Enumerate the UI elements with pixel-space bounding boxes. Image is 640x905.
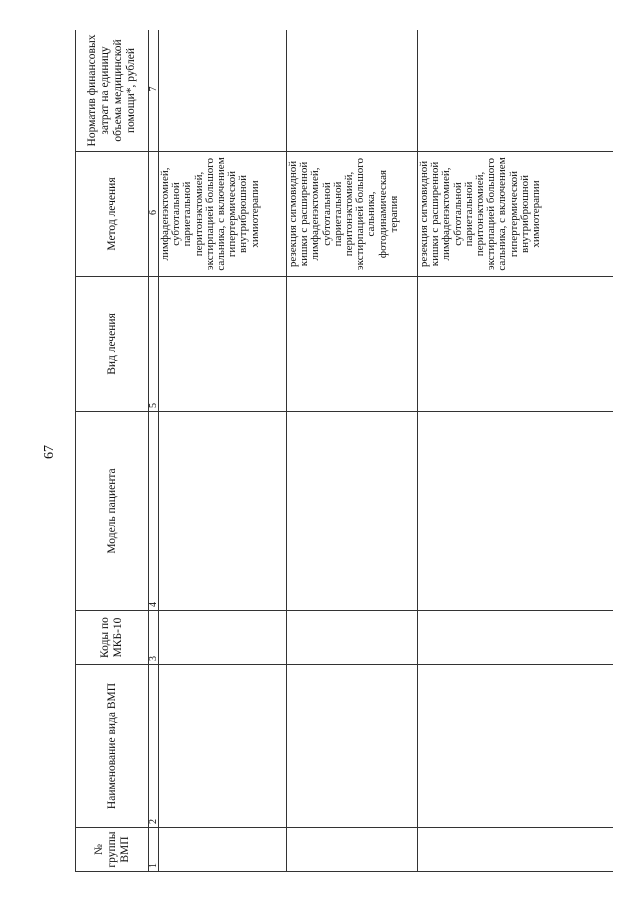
column-number: 4	[149, 412, 159, 611]
vmp-table	[75, 30, 613, 872]
rotated-table-frame	[75, 30, 613, 872]
column-number: 1	[149, 828, 159, 872]
table-row	[418, 30, 614, 872]
column-number: 2	[149, 665, 159, 828]
header-vmp-name: Наименование вида ВМП	[76, 665, 149, 828]
column-number: 6	[149, 152, 159, 277]
column-number: 7	[149, 30, 159, 152]
treatment-method-cell: резекция сигмовидной кишки с расширенной лимфаденэктомией, субтотальной париетальной перитонэктомией, экстирпацией большого сальника, с включением гипертермической внутрибрюшной химиотерапии	[418, 152, 614, 277]
table-row	[287, 30, 418, 872]
table-row	[159, 30, 287, 872]
treatment-method-cell: лимфаденэктомией, субтотальной париетальной перитонэктомией, экстирпацией большого сальника, с включением гипертермической внутрибрюшной химиотерапии	[159, 152, 287, 277]
page-number: 67	[42, 445, 57, 459]
column-number: 5	[149, 277, 159, 412]
header-treatment-type: Вид лечения	[76, 277, 149, 412]
table-container	[75, 30, 613, 872]
column-number-row	[149, 30, 159, 872]
header-group-number: № группы ВМП	[76, 828, 149, 872]
column-number: 3	[149, 611, 159, 665]
treatment-method-cell: резекция сигмовидной кишки с расширенной лимфаденэктомией, субтотальной париетальной перитонэктомией, экстирпацией большого сальника, фотодинамическая терапия	[287, 152, 418, 277]
header-patient-model: Модель пациента	[76, 412, 149, 611]
header-cost-norm: Норматив финансовых затрат на единицу объема медицинской помощи*, рублей	[76, 30, 149, 152]
header-row	[76, 30, 149, 872]
header-treatment-method: Метод лечения	[76, 152, 149, 277]
header-icd-codes: Коды по МКБ-10	[76, 611, 149, 665]
